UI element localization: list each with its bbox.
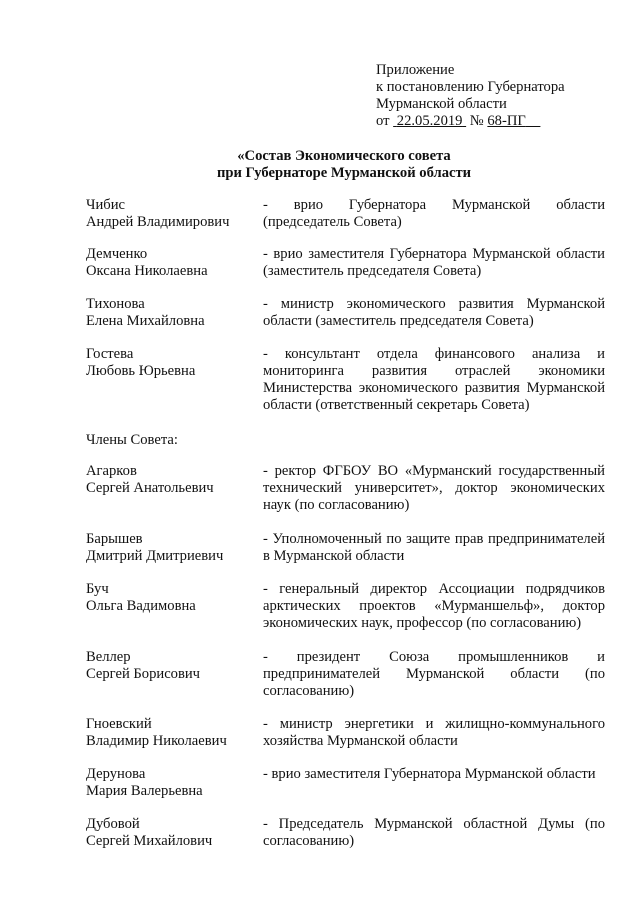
- person-surname: Гноевский: [86, 716, 152, 732]
- person-role: - министр энергетики и жилищно-коммунального хозяйства Мурманской области: [263, 716, 605, 749]
- person-given-name: Любовь Юрьевна: [86, 363, 196, 379]
- person-given-name: Андрей Владимирович: [86, 214, 230, 230]
- person-surname: Тихонова: [86, 296, 145, 312]
- person-name: [86, 296, 256, 330]
- person-name: [86, 581, 256, 615]
- person-given-name: Ольга Вадимовна: [86, 598, 196, 614]
- person-surname: Веллер: [86, 649, 131, 665]
- appendix-header: [376, 62, 616, 130]
- decree-date: 22.05.2019: [396, 113, 463, 129]
- document-title: [0, 148, 640, 182]
- person-surname: Дубовой: [86, 816, 140, 832]
- person-role: - врио заместителя Губернатора Мурманской области (заместитель председателя Совета): [263, 246, 605, 279]
- person-role: - президент Союза промышленников и предпринимателей Мурманской области (по согласованию): [263, 649, 605, 699]
- person-name: [86, 197, 256, 231]
- person-given-name: Владимир Николаевич: [86, 733, 227, 749]
- person-role: - Председатель Мурманской областной Думы (по согласованию): [263, 816, 605, 849]
- person-given-name: Сергей Борисович: [86, 666, 201, 682]
- person-surname: Барышев: [86, 531, 143, 547]
- person-surname: Чибис: [86, 197, 126, 213]
- person-role: - врио Губернатора Мурманской области (председатель Совета): [263, 197, 605, 230]
- title-line-1: «Состав Экономического совета: [237, 148, 451, 164]
- person-role: - консультант отдела финансового анализа и мониторинга развития отраслей экономики Министерства экономического развития Мурманской области (ответственный секретарь Совета): [263, 346, 605, 413]
- number-prefix: №: [469, 113, 484, 129]
- person-name: [86, 463, 256, 497]
- person-given-name: Мария Валерьевна: [86, 783, 203, 799]
- date-prefix: от: [376, 113, 390, 129]
- person-given-name: Дмитрий Дмитриевич: [86, 548, 224, 564]
- person-given-name: Сергей Анатольевич: [86, 480, 214, 496]
- person-given-name: Оксана Николаевна: [86, 263, 208, 279]
- title-line-2: при Губернаторе Мурманской области: [216, 165, 472, 181]
- person-surname: Буч: [86, 581, 109, 597]
- person-surname: Агарков: [86, 463, 137, 479]
- appendix-line-1: Приложение: [376, 62, 455, 78]
- appendix-line-2: к постановлению Губернатора: [376, 79, 565, 95]
- person-name: [86, 649, 256, 683]
- person-role: - Уполномоченный по защите прав предпринимателей в Мурманской области: [263, 531, 605, 564]
- person-surname: Демченко: [86, 246, 148, 262]
- decree-number: 68-ПГ: [487, 113, 526, 129]
- person-name: [86, 346, 256, 380]
- person-role: - министр экономического развития Мурманской области (заместитель председателя Совета): [263, 296, 605, 329]
- members-heading: Члены Совета:: [86, 432, 178, 448]
- person-name: [86, 531, 256, 565]
- person-name: [86, 716, 256, 750]
- appendix-date-line: [376, 113, 616, 130]
- person-role: - врио заместителя Губернатора Мурманской области: [263, 766, 596, 782]
- person-surname: Дерунова: [86, 766, 146, 782]
- person-name: [86, 766, 256, 800]
- person-name: [86, 246, 256, 280]
- person-role: - генеральный директор Ассоциации подрядчиков арктических проектов «Мурманшельф», доктор экономических наук, профессор (по согласованию): [263, 581, 605, 631]
- person-name: [86, 816, 256, 850]
- person-given-name: Елена Михайловна: [86, 313, 205, 329]
- person-role: - ректор ФГБОУ ВО «Мурманский государственный технический университет», доктор экономических наук (по согласованию): [263, 463, 605, 513]
- person-surname: Гостева: [86, 346, 134, 362]
- person-given-name: Сергей Михайлович: [86, 833, 213, 849]
- appendix-line-3: Мурманской области: [376, 96, 507, 112]
